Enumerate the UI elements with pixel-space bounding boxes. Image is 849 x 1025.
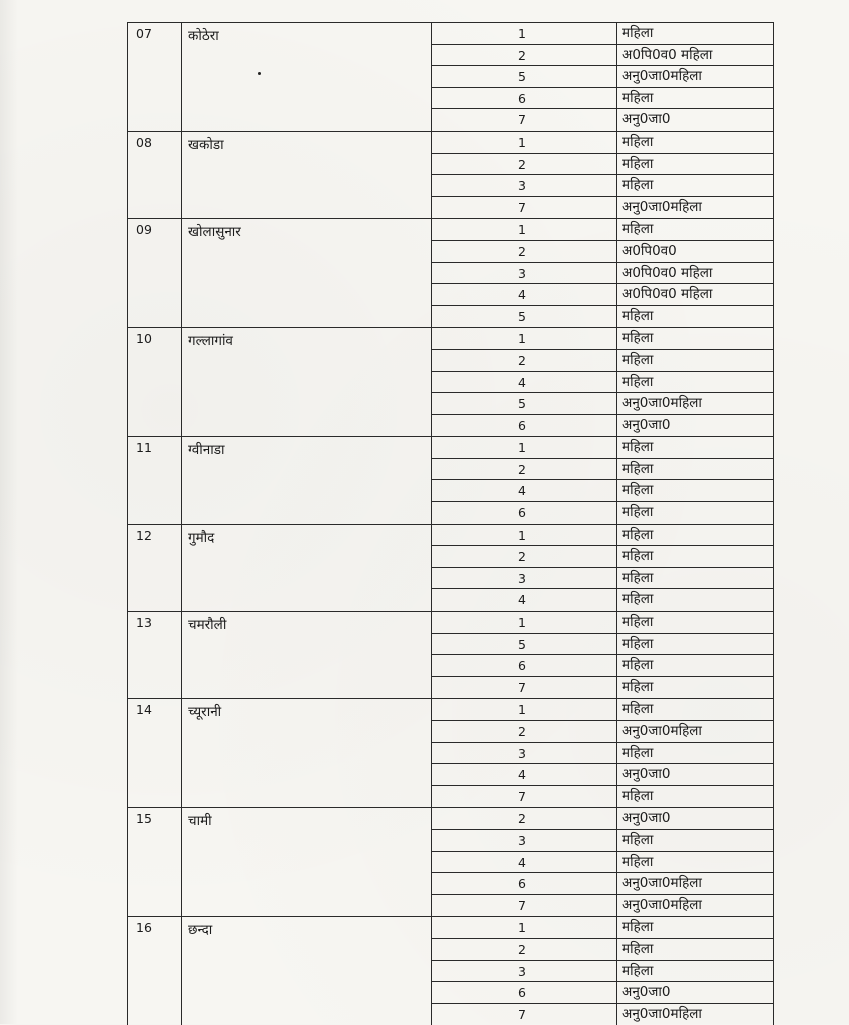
serial-number: 07	[128, 23, 182, 131]
reservation-table	[127, 22, 774, 1025]
ward-number: 6	[432, 873, 617, 894]
table-row	[432, 830, 774, 852]
ward-number: 2	[432, 45, 617, 66]
ward-number: 6	[432, 415, 617, 437]
panchayat-name: चामी	[182, 808, 432, 916]
ward-number: 3	[432, 263, 617, 284]
reservation-category: महिला	[617, 88, 774, 109]
ward-list	[432, 699, 774, 807]
table-row	[432, 437, 774, 459]
reservation-category: अनु0जा0महिला	[617, 66, 774, 87]
reservation-category: अ0पि0व0 महिला	[617, 263, 774, 284]
table-row	[432, 546, 774, 568]
serial-number: 11	[128, 437, 182, 523]
ward-number: 1	[432, 437, 617, 458]
ward-number: 1	[432, 699, 617, 720]
table-row	[432, 197, 774, 219]
ward-number: 5	[432, 306, 617, 328]
table-row	[432, 66, 774, 88]
reservation-category: महिला	[617, 852, 774, 873]
reservation-category: महिला	[617, 655, 774, 676]
reservation-category: महिला	[617, 328, 774, 349]
panchayat-name: खोलासुनार	[182, 219, 432, 327]
reservation-category: महिला	[617, 23, 774, 44]
ward-number: 1	[432, 219, 617, 240]
ward-number: 1	[432, 612, 617, 633]
reservation-category: अ0पि0व0	[617, 241, 774, 262]
panchayat-block	[128, 525, 774, 612]
ward-number: 2	[432, 241, 617, 262]
panchayat-block	[128, 132, 774, 219]
panchayat-block	[128, 808, 774, 917]
ward-number: 4	[432, 372, 617, 393]
reservation-category: महिला	[617, 939, 774, 960]
panchayat-block	[128, 23, 774, 132]
reservation-category: महिला	[617, 786, 774, 808]
reservation-category: अनु0जा0महिला	[617, 197, 774, 219]
ward-number: 2	[432, 939, 617, 960]
table-row	[432, 459, 774, 481]
ward-number: 2	[432, 546, 617, 567]
ward-list	[432, 23, 774, 131]
table-row	[432, 982, 774, 1004]
panchayat-name: छन्दा	[182, 917, 432, 1025]
table-row	[432, 1004, 774, 1025]
serial-number: 12	[128, 525, 182, 611]
reservation-category: महिला	[617, 132, 774, 153]
ward-list	[432, 525, 774, 611]
ward-number: 4	[432, 284, 617, 305]
ward-number: 4	[432, 852, 617, 873]
reservation-category: महिला	[617, 568, 774, 589]
reservation-category: अनु0जा0महिला	[617, 1004, 774, 1025]
table-row	[432, 699, 774, 721]
panchayat-block	[128, 699, 774, 808]
serial-number: 14	[128, 699, 182, 807]
reservation-category: महिला	[617, 699, 774, 720]
reservation-category: महिला	[617, 961, 774, 982]
reservation-category: महिला	[617, 634, 774, 655]
serial-number: 15	[128, 808, 182, 916]
ward-number: 1	[432, 328, 617, 349]
table-row	[432, 109, 774, 131]
ward-number: 3	[432, 743, 617, 764]
reservation-category: महिला	[617, 677, 774, 699]
ward-number: 1	[432, 525, 617, 546]
reservation-category: अनु0जा0	[617, 808, 774, 829]
ward-number: 1	[432, 917, 617, 938]
table-row	[432, 23, 774, 45]
reservation-category: महिला	[617, 612, 774, 633]
serial-number: 08	[128, 132, 182, 218]
table-row	[432, 175, 774, 197]
table-row	[432, 852, 774, 874]
table-row	[432, 328, 774, 350]
panchayat-block	[128, 917, 774, 1025]
reservation-category: अनु0जा0	[617, 415, 774, 437]
table-row	[432, 284, 774, 306]
ward-number: 3	[432, 568, 617, 589]
table-row	[432, 219, 774, 241]
serial-number: 13	[128, 612, 182, 698]
table-row	[432, 612, 774, 634]
table-row	[432, 961, 774, 983]
page-shadow	[0, 0, 18, 1024]
ward-list	[432, 219, 774, 327]
ward-number: 7	[432, 895, 617, 917]
table-row	[432, 154, 774, 176]
serial-number: 10	[128, 328, 182, 436]
ward-number: 2	[432, 808, 617, 829]
table-row	[432, 721, 774, 743]
table-row	[432, 808, 774, 830]
ward-number: 4	[432, 589, 617, 611]
panchayat-block	[128, 219, 774, 328]
table-row	[432, 568, 774, 590]
reservation-category: महिला	[617, 350, 774, 371]
table-row	[432, 655, 774, 677]
table-row	[432, 241, 774, 263]
table-row	[432, 480, 774, 502]
table-row	[432, 132, 774, 154]
table-row	[432, 589, 774, 611]
table-row	[432, 939, 774, 961]
ward-number: 6	[432, 655, 617, 676]
table-row	[432, 415, 774, 437]
panchayat-block	[128, 437, 774, 524]
ward-number: 4	[432, 480, 617, 501]
table-row	[432, 263, 774, 285]
ward-number: 2	[432, 459, 617, 480]
ward-number: 5	[432, 66, 617, 87]
table-row	[432, 634, 774, 656]
ward-number: 6	[432, 88, 617, 109]
ward-number: 7	[432, 197, 617, 219]
table-row	[432, 895, 774, 917]
reservation-category: महिला	[617, 480, 774, 501]
table-row	[432, 764, 774, 786]
reservation-category: महिला	[617, 589, 774, 611]
ward-list	[432, 437, 774, 523]
ward-list	[432, 132, 774, 218]
panchayat-block	[128, 328, 774, 437]
ward-number: 7	[432, 109, 617, 131]
reservation-category: महिला	[617, 437, 774, 458]
reservation-category: अनु0जा0महिला	[617, 721, 774, 742]
panchayat-name: च्यूरानी	[182, 699, 432, 807]
table-row	[432, 372, 774, 394]
ink-dot	[258, 72, 261, 75]
table-row	[432, 502, 774, 524]
ward-number: 3	[432, 961, 617, 982]
ward-number: 6	[432, 502, 617, 524]
table-row	[432, 393, 774, 415]
ward-number: 5	[432, 393, 617, 414]
reservation-category: अ0पि0व0 महिला	[617, 45, 774, 66]
reservation-category: महिला	[617, 154, 774, 175]
reservation-category: महिला	[617, 546, 774, 567]
panchayat-block	[128, 612, 774, 699]
reservation-category: महिला	[617, 175, 774, 196]
serial-number: 09	[128, 219, 182, 327]
ward-number: 2	[432, 154, 617, 175]
reservation-category: अनु0जा0महिला	[617, 895, 774, 917]
ward-number: 3	[432, 830, 617, 851]
ward-number: 7	[432, 1004, 617, 1025]
table-row	[432, 873, 774, 895]
ward-list	[432, 917, 774, 1025]
reservation-category: महिला	[617, 525, 774, 546]
reservation-category: अनु0जा0महिला	[617, 873, 774, 894]
ward-number: 3	[432, 175, 617, 196]
reservation-category: अनु0जा0	[617, 109, 774, 131]
ward-number: 1	[432, 132, 617, 153]
ward-number: 7	[432, 677, 617, 699]
table-row	[432, 786, 774, 808]
reservation-category: महिला	[617, 917, 774, 938]
reservation-category: अ0पि0व0 महिला	[617, 284, 774, 305]
reservation-category: महिला	[617, 743, 774, 764]
panchayat-name: कोठेरा	[182, 23, 432, 131]
ward-number: 6	[432, 982, 617, 1003]
panchayat-name: गल्लागांव	[182, 328, 432, 436]
reservation-category: अनु0जा0महिला	[617, 393, 774, 414]
table-row	[432, 917, 774, 939]
panchayat-name: ग्वीनाडा	[182, 437, 432, 523]
table-row	[432, 743, 774, 765]
ward-list	[432, 808, 774, 916]
reservation-category: महिला	[617, 502, 774, 524]
reservation-category: महिला	[617, 459, 774, 480]
table-row	[432, 525, 774, 547]
ward-number: 2	[432, 721, 617, 742]
panchayat-name: चमरौली	[182, 612, 432, 698]
reservation-category: महिला	[617, 219, 774, 240]
ward-number: 4	[432, 764, 617, 785]
ward-number: 2	[432, 350, 617, 371]
table-row	[432, 45, 774, 67]
reservation-category: महिला	[617, 830, 774, 851]
reservation-category: अनु0जा0	[617, 982, 774, 1003]
reservation-category: अनु0जा0	[617, 764, 774, 785]
ward-number: 5	[432, 634, 617, 655]
table-row	[432, 306, 774, 328]
ward-list	[432, 612, 774, 698]
panchayat-name: खकोडा	[182, 132, 432, 218]
panchayat-name: गुमौद	[182, 525, 432, 611]
ward-list	[432, 328, 774, 436]
reservation-category: महिला	[617, 372, 774, 393]
table-row	[432, 677, 774, 699]
reservation-category: महिला	[617, 306, 774, 328]
serial-number: 16	[128, 917, 182, 1025]
ward-number: 1	[432, 23, 617, 44]
ward-number: 7	[432, 786, 617, 808]
table-row	[432, 350, 774, 372]
table-row	[432, 88, 774, 110]
